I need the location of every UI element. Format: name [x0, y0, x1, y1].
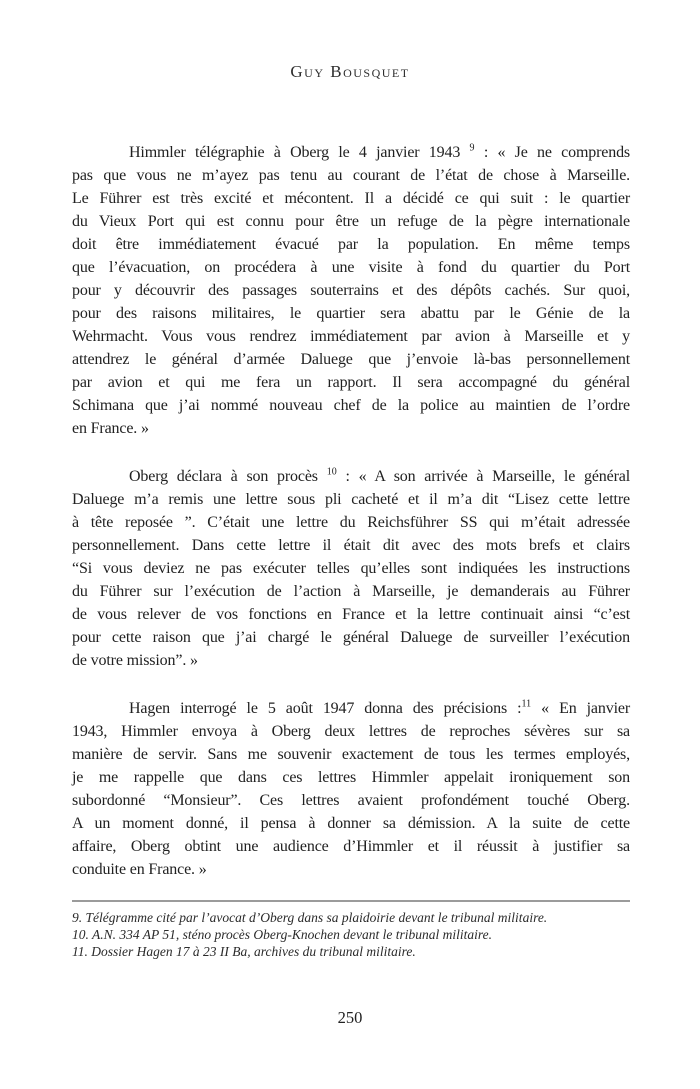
- text-line: Himmler télégraphie à Oberg le 4 janvier 1943 $^9$ : « Je ne comprends: [129, 142, 630, 161]
- footnote: 9. Télégramme cité par l’avocat d’Oberg dans sa plaidoirie devant le tribunal militaire.: [72, 910, 548, 925]
- text-line: Le Führer est très excité et mécontent. Il a décidé ce qui suit : le quartier: [72, 190, 630, 207]
- text-line: pour cette raison que j’ai chargé le général Daluege de surveiller l’exécution: [72, 629, 630, 646]
- text-line: conduite en France. »: [72, 861, 207, 878]
- footnote-ref: 10: [326, 466, 337, 478]
- page-number: 250: [337, 1008, 363, 1027]
- text-line: pas que vous ne m’ayez pas tenu au courant de l’état de chose à Marseille.: [72, 167, 630, 184]
- paragraph: [72, 141, 630, 440]
- text-line: à tête reposée ”. C’était une lettre du Reichsführer SS qui m’était adressée: [72, 514, 630, 531]
- paragraph: [72, 697, 630, 881]
- text-line: attendrez le général d’armée Daluege que j’envoie là-bas personnellement: [72, 351, 630, 368]
- text-line: 1943, Himmler envoya à Oberg deux lettres de reproches sévères sur sa: [72, 723, 630, 740]
- text-line: Hagen interrogé le 5 août 1947 donna des précisions :$^{11}$ « En janvier: [129, 698, 630, 717]
- text-line: manière de servir. Sans me souvenir exactement de tous les termes employés,: [72, 746, 630, 763]
- text-line: “Si vous deviez ne pas exécuter telles qu’elles sont indiquées les instructions: [72, 560, 630, 577]
- body-text: [72, 141, 630, 881]
- footnote: 11. Dossier Hagen 17 à 23 II Ba, archives du tribunal militaire.: [72, 944, 416, 959]
- paragraph: [72, 465, 630, 672]
- text-line: du Führer sur l’exécution de l’action à Marseille, je demanderais au Führer: [72, 583, 630, 600]
- text-line: Schimana que j’ai nommé nouveau chef de la police au maintien de l’ordre: [72, 397, 630, 414]
- footnote-ref: 9: [469, 142, 475, 154]
- text-line: du Vieux Port qui est connu pour être un refuge de la pègre internationale: [72, 213, 630, 230]
- text-line: pour des raisons militaires, le quartier sera abattu par le Génie de la: [72, 305, 630, 322]
- text-line: affaire, Oberg obtint une audience d’Himmler et il réussit à justifier sa: [72, 838, 630, 855]
- text-line: pour y découvrir des passages souterrains et des dépôts cachés. Sur quoi,: [72, 282, 630, 299]
- text-line: A un moment donné, il pensa à donner sa démission. A la suite de cette: [72, 815, 630, 832]
- text-line: par avion et qui me fera un rapport. Il sera accompagné du général: [72, 374, 630, 391]
- text-line: doit être immédiatement évacué par la population. En même temps: [72, 236, 630, 253]
- footnote-ref: 11: [521, 698, 532, 710]
- footnote: 10. A.N. 334 AP 51, sténo procès Oberg-Knochen devant le tribunal militaire.: [72, 927, 492, 942]
- text-line: en France. »: [72, 420, 149, 437]
- footnotes-section: [72, 900, 630, 960]
- text-line: que l’évacuation, on procédera à une visite à fond du quartier du Port: [72, 259, 630, 276]
- running-header: Guy Bousquet: [290, 62, 410, 81]
- footnote-rule: [72, 900, 630, 902]
- text-line: personnellement. Dans cette lettre il était dit avec des mots brefs et clairs: [72, 537, 630, 554]
- footnotes-list: [72, 909, 630, 960]
- text-line: Daluege m’a remis une lettre sous pli cacheté et il m’a dit “Lisez cette lettre: [72, 491, 630, 508]
- text-line: de vous relever de vos fonctions en France et la lettre continuait ainsi “c’est: [72, 606, 630, 623]
- text-line: subordonné “Monsieur”. Ces lettres avaient profondément touché Oberg.: [72, 792, 630, 809]
- text-line: je me rappelle que dans ces lettres Himmler appelait ironiquement son: [72, 769, 630, 786]
- text-line: Oberg déclara à son procès $^{10}$ : « A son arrivée à Marseille, le général: [129, 466, 630, 485]
- text-line: Wehrmacht. Vous vous rendrez immédiatement par avion à Marseille et y: [72, 328, 630, 345]
- text-line: de votre mission”. »: [72, 652, 198, 669]
